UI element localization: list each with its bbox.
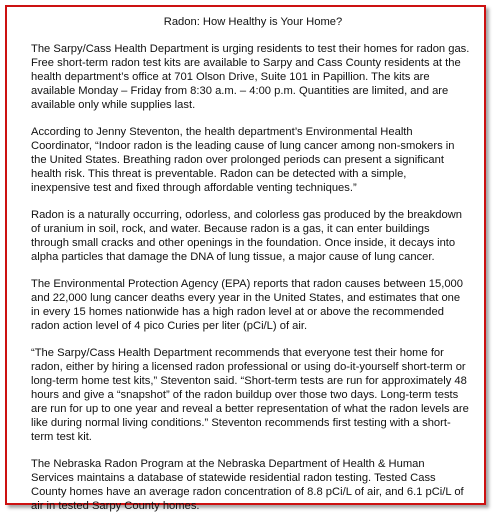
paragraph-recommendation: “The Sarpy/Cass Health Department recommends that everyone test their home for radon, either by hiring a licensed radon professional or using do-it-yourself short-term or long-term home test kits,” Steventon said. “Short-term tests are run for approximately 48 hours and give a “snapshot” of the radon buildup over those two days. Long-term tests are run for up to one year and reveal a better representation of what the radon levels are like during normal living conditions.” Steventon recommends first testing with a short- term test kit.: [31, 347, 469, 443]
paragraph-epa: The Environmental Protection Agency (EPA) reports that radon causes between 15,000 and 22,000 lung cancer deaths every year in the United States, and estimates that one in every 15 homes nationwide has a high radon level at or above the recommended radon action level of 4 pico Curies per liter (pCi/L) of air.: [31, 278, 464, 332]
paragraph-quote: According to Jenny Steventon, the health department’s Environmental Health Coordinator, “Indoor radon is the leading cause of lung cancer among non-smokers in the United States. Breathing radon over prolonged periods can present a significant health risk. This threat is preventable. Radon can be detected with a simple, inexpensive test and fixed through affordable venting techniques.”: [31, 126, 455, 194]
paragraph-intro: The Sarpy/Cass Health Department is urging residents to test their homes for radon gas. Free short-term radon test kits are available to Sarpy and Cass County residents at the health department’s office at 701 Olson Drive, Suite 101 in Papillion. The kits are available Monday – Friday from 8:30 a.m. – 4:00 p.m. Quantities are limited, and are available only while supplies last.: [31, 43, 470, 111]
paragraph-nebraska-program: The Nebraska Radon Program at the Nebraska Department of Health & Human Services maintains a database of statewide residential radon testing. Tested Cass County homes have an average radon concentration of 8.8 pCi/L of air, and 6.1 pCi/L of air in tested Sarpy County homes.: [31, 458, 464, 512]
article-frame: [5, 5, 486, 512]
article-title: Radon: How Healthy is Your Home?: [163, 16, 343, 28]
paragraph-radon-facts: Radon is a naturally occurring, odorless, and colorless gas produced by the breakdown of uranium in soil, rock, and water. Because radon is a gas, it can enter buildings through small cracks and other openings in the foundation. Once inside, it decays into alpha particles that damage the DNA of lung tissue, a major cause of lung cancer.: [31, 209, 462, 263]
